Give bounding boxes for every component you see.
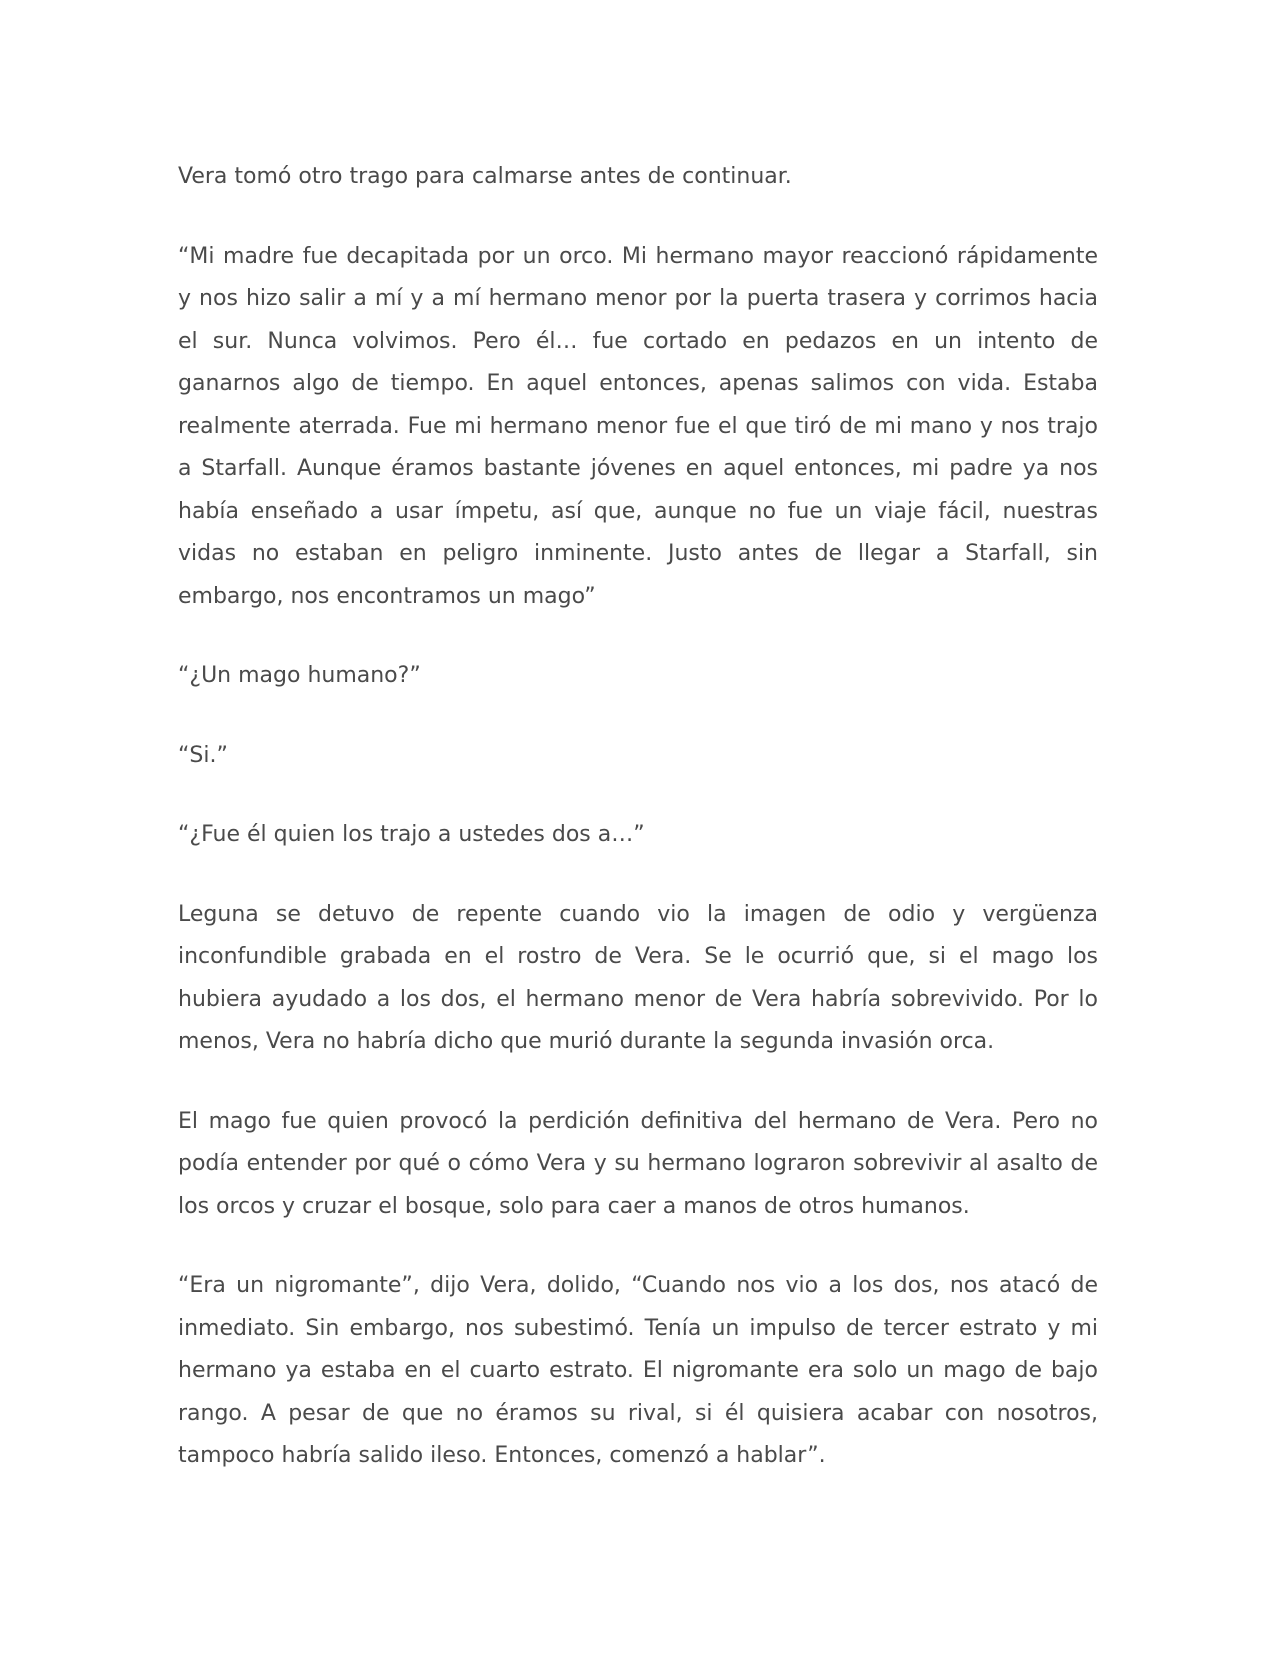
paragraph: Leguna se detuvo de repente cuando vio la imagen de odio y vergüenza inconfundible grabada en el rostro de Vera. Se le ocurrió que, si el mago los hubiera ayudado a los dos, el hermano menor de Vera habría sobrevivido. Por lo menos, Vera no habría dicho que murió durante la segunda invasión orca. — [178, 901, 1098, 1054]
paragraph: Vera tomó otro trago para calmarse antes de continuar. — [178, 164, 792, 189]
paragraph: “¿Fue él quien los trajo a ustedes dos a…” — [178, 822, 645, 847]
paragraph: El mago fue quien provocó la perdición definitiva del hermano de Vera. Pero no podía entender por qué o cómo Vera y su hermano lograron sobrevivir al asalto de los orcos y cruzar el bosque, solo para caer a manos de otros humanos. — [178, 1108, 1098, 1219]
paragraph: “¿Un mago humano?” — [178, 663, 421, 688]
paragraph: “Era un nigromante”, dijo Vera, dolido, “Cuando nos vio a los dos, nos atacó de inmediato. Sin embargo, nos subestimó. Tenía un impulso de tercer estrato y mi hermano ya estaba en el cuarto estrato. El nigromante era solo un mago de bajo rango. A pesar de que no éramos su rival, si él quisiera acabar con nosotros, tampoco habría salido ileso. Entonces, comenzó a hablar”. — [178, 1273, 1098, 1468]
paragraph: “Si.” — [178, 742, 228, 768]
document-page — [178, 156, 1098, 1515]
paragraph: “Mi madre fue decapitada por un orco. Mi hermano mayor reaccionó rápidamente y nos hizo salir a mí y a mí hermano menor por la puerta trasera y corrimos hacia el sur. Nunca volvimos. Pero él… fue cortado en pedazos en un intento de ganarnos algo de tiempo. En aquel entonces, apenas salimos con vida. Estaba realmente aterrada. Fue mi hermano menor fue el que tiró de mi mano y nos trajo a Starfall. Aunque éramos bastante jóvenes en aquel entonces, mi padre ya nos había enseñado a usar ímpetu, así que, aunque no fue un viaje fácil, nuestras vidas no estaban en peligro inminente. Justo antes de llegar a Starfall, sin embargo, nos encontramos un mago” — [178, 243, 1098, 609]
